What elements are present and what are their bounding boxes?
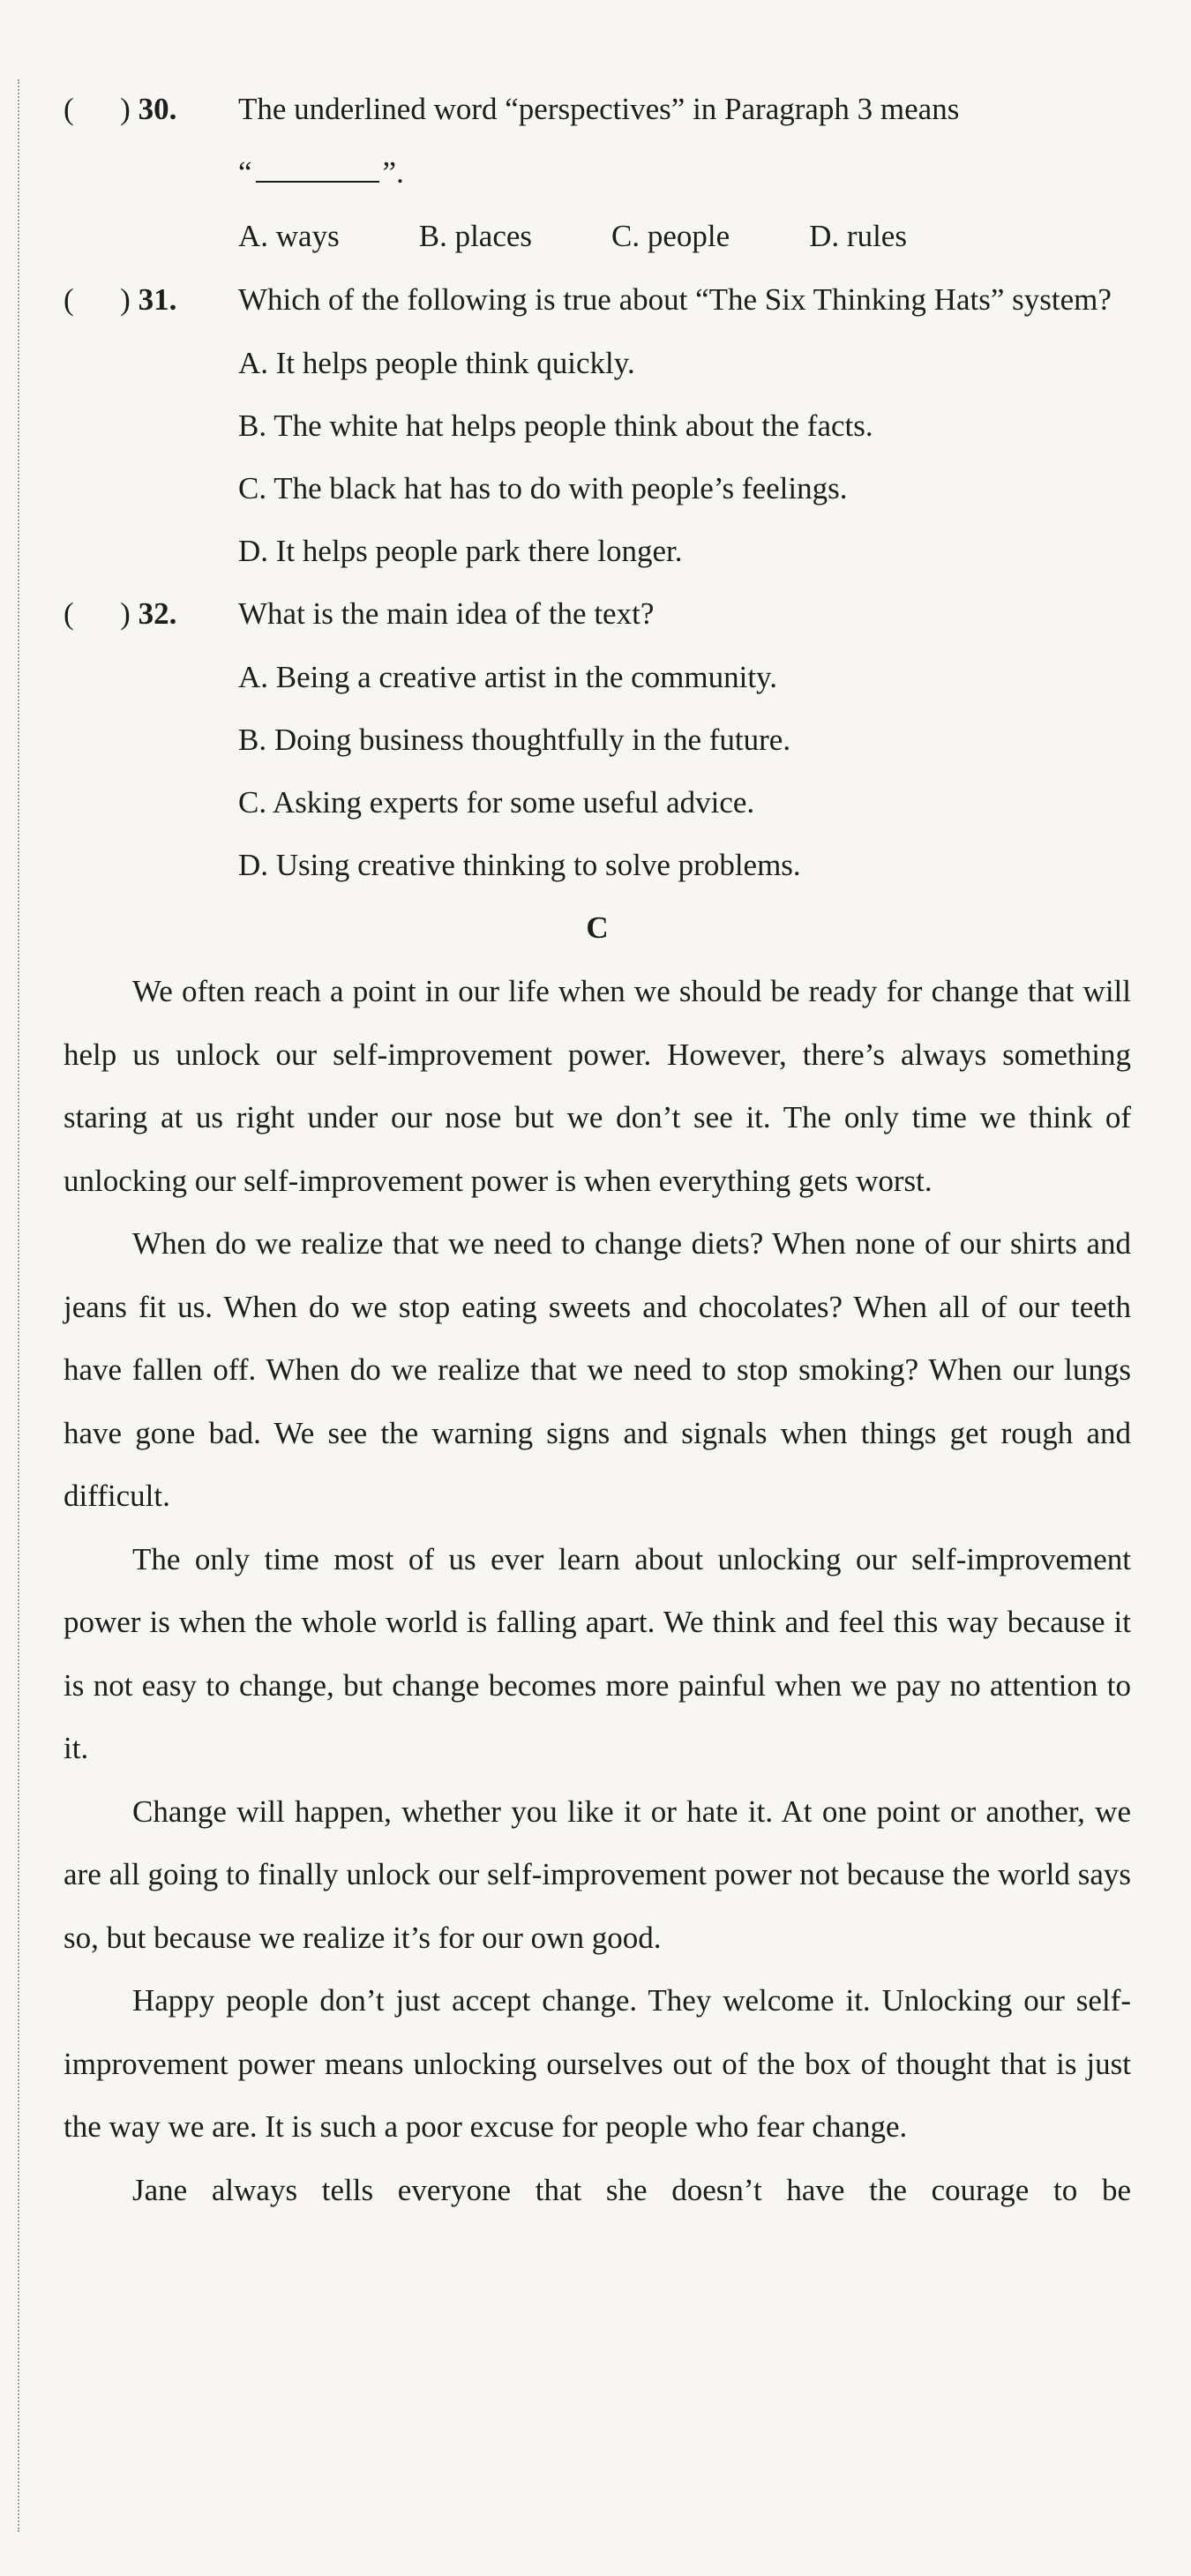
- passage-paragraph-2: When do we realize that we need to change diets? When none of our shirts and jeans fit us. When do we stop eating sweets and chocolates? When all of our teeth have fallen off. When do we realize that we need to stop smoking? When our lungs have gone bad. We see the warning signs and signals when things get rough and difficult.: [64, 1226, 1131, 1513]
- question-stem: Which of the following is true about “The Six Thinking Hats” system?: [238, 282, 1112, 317]
- question-number: 31.: [138, 282, 177, 317]
- passage-paragraph-5: Happy people don’t just accept change. They welcome it. Unlocking our self-improvement power means unlocking ourselves out of the box of thought that is just the way we are. It is such a poor excuse for people who fear change.: [64, 1983, 1131, 2144]
- passage-paragraph-3: The only time most of us ever learn about unlocking our self-improvement power is when the whole world is falling apart. We think and feel this way because it is not easy to change, but change becomes more painful when we pay no attention to it.: [64, 1541, 1131, 1765]
- question-number: 32.: [138, 596, 177, 631]
- passage-paragraph-4: Change will happen, whether you like it or hate it. At one point or another, we are all going to finally unlock our self-improvement power not because the world says so, but because we realize it’s for our own good.: [64, 1793, 1131, 1955]
- question-number: 30.: [138, 92, 177, 126]
- option-b[interactable]: B. places: [418, 219, 533, 253]
- option-b[interactable]: B. Doing business thoughtfully in the future.: [238, 723, 791, 757]
- fill-blank-line: [238, 141, 1131, 205]
- section-title: C: [586, 910, 609, 945]
- close-quote: ”.: [382, 155, 404, 190]
- answer-bracket[interactable]: ( ): [64, 596, 131, 631]
- options-row: [238, 205, 1131, 268]
- option-d[interactable]: D. Using creative thinking to solve problems.: [238, 848, 801, 882]
- question-stem: The underlined word “perspectives” in Paragraph 3 means: [238, 92, 960, 126]
- question-stem: What is the main idea of the text?: [238, 596, 655, 631]
- option-a[interactable]: A. Being a creative artist in the community.: [238, 660, 778, 694]
- passage-c: [64, 960, 1131, 2221]
- passage-paragraph-6: Jane always tells everyone that she doesn’t have the courage to be: [132, 2172, 1131, 2207]
- worksheet-page: [64, 78, 1131, 2221]
- question-30: [64, 78, 1131, 268]
- option-b[interactable]: B. The white hat helps people think about the facts.: [238, 408, 873, 443]
- binding-margin-line: [18, 79, 19, 2532]
- option-c[interactable]: C. The black hat has to do with people’s feelings.: [238, 471, 848, 505]
- option-c[interactable]: C. people: [611, 219, 730, 253]
- answer-bracket[interactable]: ( ): [64, 92, 131, 126]
- option-d[interactable]: D. It helps people park there longer.: [238, 534, 683, 568]
- open-quote: “: [238, 155, 252, 190]
- question-32: [64, 582, 1131, 896]
- answer-bracket[interactable]: ( ): [64, 282, 131, 317]
- answer-blank[interactable]: [256, 154, 379, 183]
- option-a[interactable]: A. ways: [238, 219, 340, 253]
- passage-paragraph-1: We often reach a point in our life when we should be ready for change that will help us unlock our self-improvement power. However, there’s always something staring at us right under our nose but we don’t see it. The only time we think of unlocking our self-improvement power is when everything gets worst.: [64, 974, 1131, 1198]
- option-c[interactable]: C. Asking experts for some useful advice.: [238, 785, 755, 820]
- option-d[interactable]: D. rules: [809, 219, 907, 253]
- option-a[interactable]: A. It helps people think quickly.: [238, 346, 635, 380]
- question-31: [64, 268, 1131, 582]
